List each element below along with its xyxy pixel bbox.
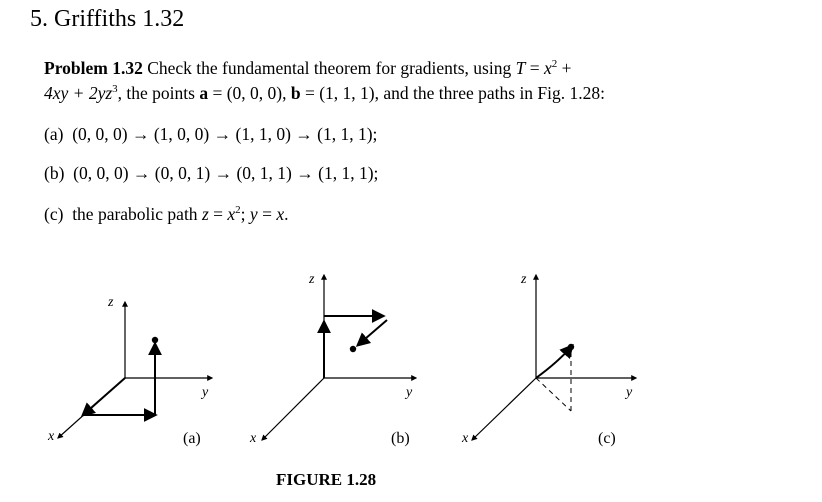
endpoint-a [152, 337, 158, 343]
panel-c-label: (c) [598, 430, 616, 447]
var-T: T [515, 58, 526, 78]
path-a-text: (0, 0, 0) → (1, 0, 0) → (1, 1, 0) → (1, 1, 1); [72, 124, 378, 144]
point-b-value: = (1, 1, 1), and the three paths in Fig. 1.28: [304, 83, 606, 103]
section-heading: 5. Griffiths 1.32 [30, 6, 185, 32]
path-a-label: (a) [44, 124, 64, 144]
path-b-text: (0, 0, 0) → (0, 0, 1) → (0, 1, 1) → (1, 1, 1); [73, 163, 379, 183]
figure-caption: FIGURE 1.28 [276, 470, 377, 489]
panel-c [461, 272, 636, 447]
figure-diagram [0, 250, 822, 470]
term-2: 4xy + 2yz [44, 83, 113, 103]
path-c-eq2: = [257, 204, 277, 224]
point-a-value: = (0, 0, 0), [212, 83, 287, 103]
path-b-label: (b) [44, 163, 65, 183]
z-label-a: z [108, 295, 114, 310]
x-axis-c [472, 378, 536, 440]
path-c-eq: = [208, 204, 228, 224]
path-c-text: the parabolic path [72, 204, 198, 224]
parabolic-path-c [536, 346, 572, 378]
point-a: a [199, 83, 209, 103]
path-c-exp: 2 [235, 204, 241, 216]
path-c-x2: x [276, 204, 285, 224]
path-c-item [44, 204, 288, 225]
path-a-item [44, 124, 377, 145]
var-x: x [543, 58, 552, 78]
endpoint-c [568, 344, 574, 350]
problem-label: Problem 1.32 [44, 58, 143, 78]
x-axis-b [262, 378, 324, 440]
path-b-leg-3 [358, 320, 387, 345]
path-c-dot: . [284, 204, 289, 224]
z-label-c: z [521, 272, 527, 287]
endpoint-b [350, 346, 356, 352]
point-b: b [290, 83, 301, 103]
y-label-c: y [626, 385, 633, 400]
y-label-b: y [406, 385, 413, 400]
path-c-x: x [227, 204, 236, 224]
x-label-b: x [250, 431, 257, 446]
panel-a-label: (a) [183, 430, 201, 447]
path-c-label: (c) [44, 204, 64, 224]
path-b-item [44, 163, 378, 184]
problem-statement [44, 56, 744, 106]
equals-sign: = [529, 58, 540, 78]
problem-text-2: , the points [117, 83, 195, 103]
problem-text-1: Check the fundamental theorem for gradients, using [147, 58, 512, 78]
panel-b [249, 272, 416, 447]
panel-a [47, 295, 212, 447]
z-label-b: z [309, 272, 315, 287]
exponent-2: 2 [551, 58, 558, 70]
exponent-3: 3 [112, 83, 118, 95]
panel-b-label: (b) [391, 430, 410, 447]
x-label-a: x [48, 429, 55, 444]
x-label-c: x [462, 431, 469, 446]
y-label-a: y [202, 385, 209, 400]
path-a-leg-1 [83, 378, 125, 415]
plus-sign: + [561, 58, 572, 78]
path-c-y: y [249, 204, 258, 224]
path-c-z: z [201, 204, 209, 224]
guide-diagonal-c [536, 378, 571, 411]
path-c-semi: ; [240, 204, 250, 224]
